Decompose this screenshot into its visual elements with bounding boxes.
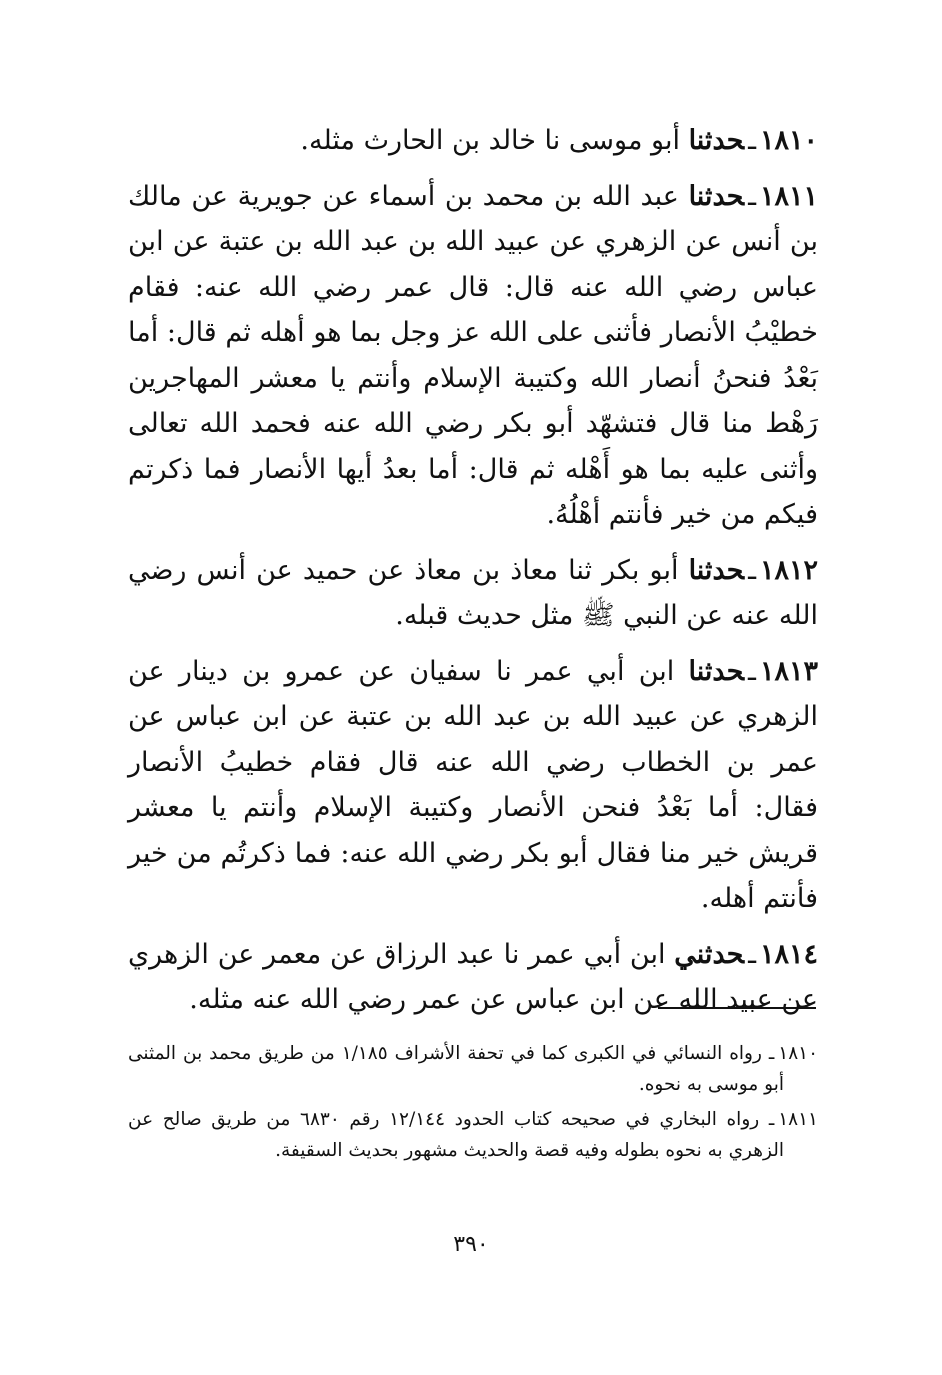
footnotes	[128, 1038, 818, 1170]
footnote-text: رواه النسائي في الكبرى كما في تحفة الأشراف ١/١٨٥ من طريق محمد بن المثنى أبو موسى به نحوه.	[128, 1043, 784, 1095]
dash-separator: ـ	[748, 938, 756, 970]
narration-keyword: حدثنا	[688, 554, 745, 586]
narration-keyword: حدثنا	[688, 180, 745, 212]
page-number: ٣٩٠	[453, 1232, 489, 1257]
hadith-list	[128, 118, 818, 1033]
dash-separator: ـ	[768, 1109, 775, 1130]
narration-keyword: حدثنا	[688, 655, 745, 687]
footnote-divider	[658, 1007, 816, 1009]
footnote-number: ١٨١١	[778, 1109, 818, 1130]
dash-separator: ـ	[748, 655, 756, 687]
hadith-text: ابن أبي عمر نا سفيان عن عمرو بن دينار عن الزهري عن عبيد الله بن عبد الله بن عتبة عن ابن عباس عن عمر بن الخطاب رضي الله عنه قال فقام خطيبُ الأنصار فقال: أما بَعْدُ فنحن الأنصار وكتيبة الإسلام وأنتم يا معشر قريش خير منا فقال أبو بكر رضي الله عنه: فما ذكرتُم من خير فأنتم أهله.	[128, 655, 818, 914]
hadith-1812	[128, 548, 818, 639]
narration-keyword: حدثني	[674, 938, 745, 970]
narration-keyword: حدثنا	[688, 125, 745, 156]
hadith-number: ١٨١٤	[759, 938, 818, 970]
hadith-text: أبو بكر ثنا معاذ بن معاذ عن حميد عن أنس رضي الله عنه عن النبي ﷺ مثل حديث قبله.	[128, 554, 818, 631]
dash-separator: ـ	[768, 1043, 775, 1064]
footnote-1811	[128, 1104, 818, 1166]
dash-separator: ـ	[748, 125, 756, 156]
dash-separator: ـ	[748, 554, 756, 586]
footnote-number: ١٨١٠	[778, 1043, 819, 1064]
hadith-1813	[128, 649, 818, 922]
footnote-text: رواه البخاري في صحيحه كتاب الحدود ١٢/١٤٤ رقم ٦٨٣٠ من طريق صالح عن الزهري به نحوه بطوله وفيه قصة والحديث مشهور بحديث السقيفة.	[128, 1109, 784, 1161]
footnote-1810	[128, 1038, 818, 1100]
hadith-number: ١٨١١	[759, 180, 818, 212]
hadith-text: أبو موسى نا خالد بن الحارث مثله.	[300, 125, 680, 156]
hadith-text: عبد الله بن محمد بن أسماء عن جويرية عن مالك بن أنس عن الزهري عن عبيد الله بن عبد الله بن عتبة عن ابن عباس رضي الله عنه قال: قال عمر رضي الله عنه: فقام خطيْبُ الأنصار فأثنى على الله عز وجل بما هو أهله ثم قال: أما بَعْدُ فنحنُ أنصار الله وكتيبة الإسلام وأنتم يا معشر المهاجرين رَهْط منا قال فتشهّد أبو بكر رضي الله عنه فحمد الله تعالى وأثنى عليه بما هو أَهْله ثم قال: أما بعدُ أيها الأنصار فما ذكرتم فيكم من خير فأنتم أهْلُهُ.	[128, 180, 818, 530]
hadith-number: ١٨١٢	[759, 554, 818, 586]
hadith-number: ١٨١٠	[759, 125, 818, 156]
hadith-1811	[128, 174, 818, 538]
hadith-number: ١٨١٣	[759, 655, 818, 687]
dash-separator: ـ	[748, 180, 756, 212]
hadith-text: ابن أبي عمر نا عبد الرزاق عن معمر عن الزهري عن عبيد الله عن ابن عباس عن عمر رضي الله عنه مثله.	[128, 938, 818, 1015]
hadith-1810	[128, 118, 818, 164]
